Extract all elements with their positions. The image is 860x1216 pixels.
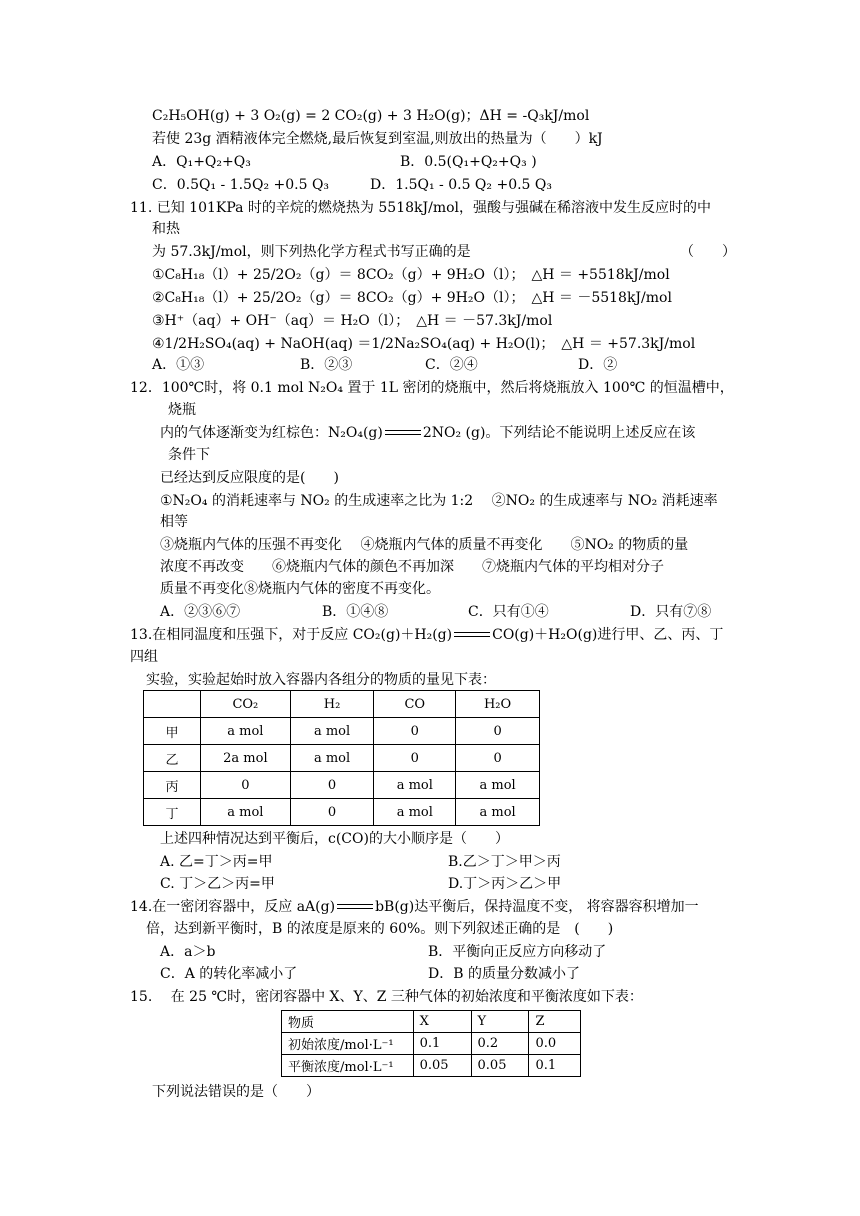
q14-stem-line2: 倍，达到新平衡时，B 的浓度是原来的 60%。则下列叙述正确的是 ( )	[146, 921, 614, 937]
table-cell: a mol	[456, 799, 540, 826]
table-header-row	[144, 691, 540, 718]
table-header-cell: H₂O	[456, 691, 540, 718]
q11-option-a: A．①③	[152, 357, 205, 373]
q11-item-1: ①C₈H₁₈（l）+ 25/2O₂（g）＝ 8CO₂（g）+ 9H₂O（l）； △H ＝ +5518kJ/mol	[152, 267, 670, 283]
table-cell: 0	[456, 718, 540, 745]
table-cell: 0	[290, 799, 374, 826]
q11-item-2: ②C₈H₁₈（l）+ 25/2O₂（g）＝ 8CO₂（g）+ 9H₂O（l）； △H ＝ －5518kJ/mol	[152, 290, 672, 306]
table-cell: 0.1	[413, 1033, 471, 1055]
q14-stem-line1: 14.在一密闭容器中，反应 aA(g) bB(g)达平衡后，保持温度不变， 将容器容积增加一	[130, 899, 699, 915]
q13-stem-line1: 13.在相同温度和压强下，对于反应 CO₂(g)＋H₂(g) CO(g)＋H₂O(g)进行甲、乙、丙、丁	[130, 627, 724, 643]
q14-option-d: D．B 的质量分数减小了	[428, 966, 580, 982]
table-header-cell: CO	[374, 691, 456, 718]
table-cell: a mol	[201, 718, 291, 745]
table-row	[282, 1055, 581, 1077]
table-cell: 0	[374, 718, 456, 745]
table-header-row	[282, 1011, 581, 1033]
q12-stem-line5: 已经达到反应限度的是( )	[160, 470, 339, 486]
q12-option-c: C．只有①④	[468, 604, 549, 620]
table-cell: a mol	[374, 799, 456, 826]
table-row	[144, 772, 540, 799]
table-header-cell: 物质	[282, 1011, 414, 1033]
q10-option-b: B．0.5(Q₁+Q₂+Q₃ )	[400, 154, 537, 170]
table-cell: a mol	[374, 772, 456, 799]
table-cell: 丁	[144, 799, 201, 826]
table-header-cell	[144, 691, 201, 718]
q13-stem-line2: 四组	[130, 649, 158, 665]
table-cell: 甲	[144, 718, 201, 745]
q13-option-b: B.乙＞丁＞甲＞丙	[448, 854, 561, 870]
q12-item-line1: ①N₂O₄ 的消耗速率与 NO₂ 的生成速率之比为 1:2 ②NO₂ 的生成速率与 NO₂ 消耗速率	[160, 493, 718, 509]
table-cell: a mol	[201, 799, 291, 826]
table-cell: a mol	[456, 772, 540, 799]
table-cell: 0	[201, 772, 291, 799]
table-row	[144, 718, 540, 745]
q15-concentration-table	[281, 1010, 581, 1077]
q13-option-a: A. 乙=丁＞丙=甲	[160, 854, 273, 870]
q10-option-c: C．0.5Q₁ - 1.5Q₂ +0.5 Q₃	[152, 177, 330, 193]
q12-item-line5: 质量不再变化⑧烧瓶内气体的密度不再变化。	[160, 581, 440, 597]
q12-stem-line3: 内的气体逐渐变为红棕色：N₂O₄(g) 2NO₂ (g)。下列结论不能说明上述反应在该	[160, 425, 696, 441]
q12-option-d: D．只有⑦⑧	[630, 604, 712, 620]
q14-option-c: C．A 的转化率减小了	[160, 966, 298, 982]
table-row	[282, 1033, 581, 1055]
table-cell: a mol	[290, 718, 374, 745]
table-cell: 0	[374, 745, 456, 772]
q13-stem-line3: 实验，实验起始时放入容器内各组分的物质的量见下表：	[146, 672, 496, 688]
table-cell: 0	[290, 772, 374, 799]
q10-option-d: D．1.5Q₁ - 0.5 Q₂ +0.5 Q₃	[370, 177, 552, 193]
q11-stem-line2: 和热	[152, 221, 180, 237]
table-cell: 0.1	[529, 1055, 581, 1077]
q12-option-a: A．②③⑥⑦	[160, 604, 241, 620]
table-cell: a mol	[290, 745, 374, 772]
table-cell: 0.05	[413, 1055, 471, 1077]
q10-stem: 若使 23g 酒精液体完全燃烧,最后恢复到室温,则放出的热量为（ ）kJ	[152, 131, 603, 147]
equilibrium-arrow-icon	[335, 902, 375, 912]
q14-option-a: A．a＞b	[160, 944, 216, 960]
table-cell: 2a mol	[201, 745, 291, 772]
q12-stem-line4: 条件下	[168, 447, 210, 463]
table-cell: 0.05	[471, 1055, 529, 1077]
q15-stem: 15. 在 25 ℃时，密闭容器中 X、Y、Z 三种气体的初始浓度和平衡浓度如下表：	[130, 989, 643, 1005]
table-header-cell: Y	[471, 1011, 529, 1033]
table-cell: 0.2	[471, 1033, 529, 1055]
q13-option-d: D.丁＞丙＞乙＞甲	[448, 876, 562, 892]
q11-option-c: C．②④	[425, 357, 478, 373]
q11-option-b: B．②③	[300, 357, 353, 373]
q12-stem-line1: 12．100℃时，将 0.1 mol N₂O₄ 置于 1L 密闭的烧瓶中，然后将烧瓶放入 100℃ 的恒温槽中，	[130, 380, 734, 396]
q13-amount-table	[143, 690, 540, 826]
q11-stem-line1: 11. 已知 101KPa 时的辛烷的燃烧热为 5518kJ/mol，强酸与强碱在稀溶液中发生反应时的中	[130, 200, 712, 216]
table-cell: 乙	[144, 745, 201, 772]
table-cell: 丙	[144, 772, 201, 799]
q12-item-line4: 浓度不再改变 ⑥烧瓶内气体的颜色不再加深 ⑦烧瓶内气体的平均相对分子	[160, 559, 664, 575]
equilibrium-arrow-icon	[452, 630, 492, 640]
q11-answer-paren: （ ）	[680, 244, 736, 260]
equation-3: C₂H₅OH(g) + 3 O₂(g) = 2 CO₂(g) + 3 H₂O(g)；ΔH = -Q₃kJ/mol	[152, 108, 590, 124]
table-header-cell: H₂	[290, 691, 374, 718]
table-row	[144, 745, 540, 772]
q11-option-d: D．②	[578, 357, 618, 373]
table-cell: 0.0	[529, 1033, 581, 1055]
table-header-cell: X	[413, 1011, 471, 1033]
q11-item-3: ③H⁺（aq）+ OH⁻（aq）＝ H₂O（l）； △H ＝ －57.3kJ/mol	[152, 313, 553, 329]
table-header-cell: Z	[529, 1011, 581, 1033]
table-cell: 平衡浓度/mol·L⁻¹	[282, 1055, 414, 1077]
table-cell: 0	[456, 745, 540, 772]
q10-option-a: A．Q₁+Q₂+Q₃	[152, 154, 251, 170]
q12-option-b: B．①④⑧	[322, 604, 389, 620]
table-row	[144, 799, 540, 826]
q12-stem-line2: 烧瓶	[168, 402, 196, 418]
q13-question: 上述四种情况达到平衡后，c(CO)的大小顺序是（ ）	[160, 831, 509, 847]
q13-option-c: C. 丁＞乙＞丙=甲	[160, 876, 275, 892]
table-header-cell: CO₂	[201, 691, 291, 718]
q12-item-line2: 相等	[160, 514, 188, 530]
q12-item-line3: ③烧瓶内气体的压强不再变化 ④烧瓶内气体的质量不再变化 ⑤NO₂ 的物质的量	[160, 537, 689, 553]
equilibrium-arrow-icon	[383, 428, 423, 438]
q15-question: 下列说法错误的是（ ）	[152, 1084, 320, 1100]
q14-option-b: B．平衡向正反应方向移动了	[428, 944, 607, 960]
table-cell: 初始浓度/mol·L⁻¹	[282, 1033, 414, 1055]
q11-stem-line3: 为 57.3kJ/mol，则下列热化学方程式书写正确的是	[152, 244, 471, 260]
q11-item-4: ④1/2H₂SO₄(aq) + NaOH(aq) ＝1/2Na₂SO₄(aq) + H₂O(l)； △H ＝ +57.3kJ/mol	[152, 336, 696, 352]
